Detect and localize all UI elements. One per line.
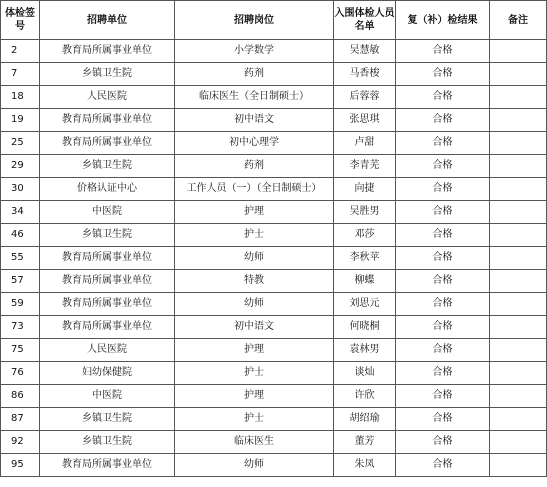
cell-remark [490,385,547,408]
cell-position: 幼师 [175,293,334,316]
cell-remark [490,178,547,201]
table-row [1,155,547,178]
cell-no: 86 [1,385,40,408]
table-row [1,408,547,431]
table-row [1,431,547,454]
cell-position: 幼师 [175,247,334,270]
cell-remark [490,431,547,454]
table-row [1,63,547,86]
cell-no: 59 [1,293,40,316]
cell-result: 合格 [396,316,490,339]
table-row [1,293,547,316]
cell-result: 合格 [396,247,490,270]
cell-result: 合格 [396,109,490,132]
cell-position: 特教 [175,270,334,293]
cell-no: 29 [1,155,40,178]
cell-unit: 乡镇卫生院 [40,155,175,178]
cell-name: 后蓉蓉 [334,86,396,109]
cell-name: 谈灿 [334,362,396,385]
cell-remark [490,155,547,178]
table-body [1,40,547,477]
cell-remark [490,316,547,339]
cell-position: 小学数学 [175,40,334,63]
table-row [1,454,547,477]
cell-remark [490,224,547,247]
cell-no: 30 [1,178,40,201]
cell-unit: 教育局所属事业单位 [40,293,175,316]
cell-remark [490,109,547,132]
table-row [1,132,547,155]
cell-remark [490,408,547,431]
cell-name: 张思琪 [334,109,396,132]
cell-unit: 乡镇卫生院 [40,63,175,86]
cell-remark [490,132,547,155]
header-unit: 招聘单位 [40,1,175,40]
cell-unit: 教育局所属事业单位 [40,247,175,270]
cell-position: 临床医生 [175,431,334,454]
cell-remark [490,339,547,362]
header-position: 招聘岗位 [175,1,334,40]
cell-position: 初中心理学 [175,132,334,155]
cell-unit: 乡镇卫生院 [40,431,175,454]
cell-no: 7 [1,63,40,86]
cell-result: 合格 [396,155,490,178]
cell-no: 19 [1,109,40,132]
cell-no: 76 [1,362,40,385]
cell-no: 57 [1,270,40,293]
cell-no: 92 [1,431,40,454]
cell-position: 护士 [175,408,334,431]
cell-result: 合格 [396,63,490,86]
cell-result: 合格 [396,431,490,454]
cell-no: 34 [1,201,40,224]
cell-no: 55 [1,247,40,270]
table-row [1,109,547,132]
cell-result: 合格 [396,132,490,155]
table-row [1,247,547,270]
cell-result: 合格 [396,362,490,385]
cell-remark [490,293,547,316]
cell-position: 护理 [175,385,334,408]
cell-position: 护士 [175,224,334,247]
cell-position: 初中语文 [175,316,334,339]
cell-name: 李青芜 [334,155,396,178]
cell-remark [490,86,547,109]
cell-unit: 教育局所属事业单位 [40,316,175,339]
cell-no: 18 [1,86,40,109]
cell-remark [490,40,547,63]
cell-position: 临床医生（全日制硕士） [175,86,334,109]
table-row [1,201,547,224]
cell-no: 73 [1,316,40,339]
cell-result: 合格 [396,86,490,109]
cell-remark [490,270,547,293]
cell-name: 柳蝶 [334,270,396,293]
table-row [1,316,547,339]
cell-name: 刘思元 [334,293,396,316]
header-remark: 备注 [490,1,547,40]
cell-result: 合格 [396,385,490,408]
cell-name: 卢甜 [334,132,396,155]
cell-result: 合格 [396,224,490,247]
cell-result: 合格 [396,408,490,431]
cell-name: 袁林男 [334,339,396,362]
cell-position: 药剂 [175,155,334,178]
header-result: 复（补）检结果 [396,1,490,40]
cell-unit: 教育局所属事业单位 [40,40,175,63]
cell-remark [490,454,547,477]
cell-name: 何晓桐 [334,316,396,339]
cell-unit: 乡镇卫生院 [40,224,175,247]
cell-position: 初中语文 [175,109,334,132]
table-row [1,224,547,247]
cell-position: 护士 [175,362,334,385]
cell-result: 合格 [396,201,490,224]
cell-name: 李秋苹 [334,247,396,270]
cell-result: 合格 [396,178,490,201]
table-header-row [1,1,547,40]
cell-remark [490,63,547,86]
cell-remark [490,247,547,270]
cell-unit: 教育局所属事业单位 [40,270,175,293]
cell-unit: 乡镇卫生院 [40,408,175,431]
cell-name: 向捷 [334,178,396,201]
cell-result: 合格 [396,339,490,362]
cell-name: 朱凤 [334,454,396,477]
cell-unit: 中医院 [40,201,175,224]
cell-name: 董芳 [334,431,396,454]
cell-no: 2 [1,40,40,63]
cell-remark [490,362,547,385]
cell-unit: 妇幼保健院 [40,362,175,385]
table-row [1,362,547,385]
cell-unit: 中医院 [40,385,175,408]
cell-unit: 人民医院 [40,339,175,362]
cell-result: 合格 [396,454,490,477]
cell-name: 胡绍瑜 [334,408,396,431]
cell-position: 工作人员（一）（全日制硕士） [175,178,334,201]
cell-unit: 教育局所属事业单位 [40,109,175,132]
cell-no: 25 [1,132,40,155]
cell-result: 合格 [396,270,490,293]
cell-name: 邓莎 [334,224,396,247]
cell-name: 马香梭 [334,63,396,86]
cell-name: 许欣 [334,385,396,408]
cell-unit: 价格认证中心 [40,178,175,201]
cell-no: 95 [1,454,40,477]
cell-no: 87 [1,408,40,431]
cell-position: 护理 [175,339,334,362]
table-row [1,339,547,362]
cell-name: 吴胜男 [334,201,396,224]
cell-unit: 教育局所属事业单位 [40,454,175,477]
table-row [1,178,547,201]
cell-unit: 人民医院 [40,86,175,109]
cell-result: 合格 [396,40,490,63]
header-name: 入围体检人员名单 [334,1,396,40]
header-no: 体检签号 [1,1,40,40]
cell-no: 75 [1,339,40,362]
cell-unit: 教育局所属事业单位 [40,132,175,155]
table-row [1,40,547,63]
cell-name: 吴慧敏 [334,40,396,63]
table-row [1,86,547,109]
cell-no: 46 [1,224,40,247]
cell-position: 幼师 [175,454,334,477]
cell-result: 合格 [396,293,490,316]
cell-position: 药剂 [175,63,334,86]
cell-remark [490,201,547,224]
table-row [1,385,547,408]
cell-position: 护理 [175,201,334,224]
table-row [1,270,547,293]
